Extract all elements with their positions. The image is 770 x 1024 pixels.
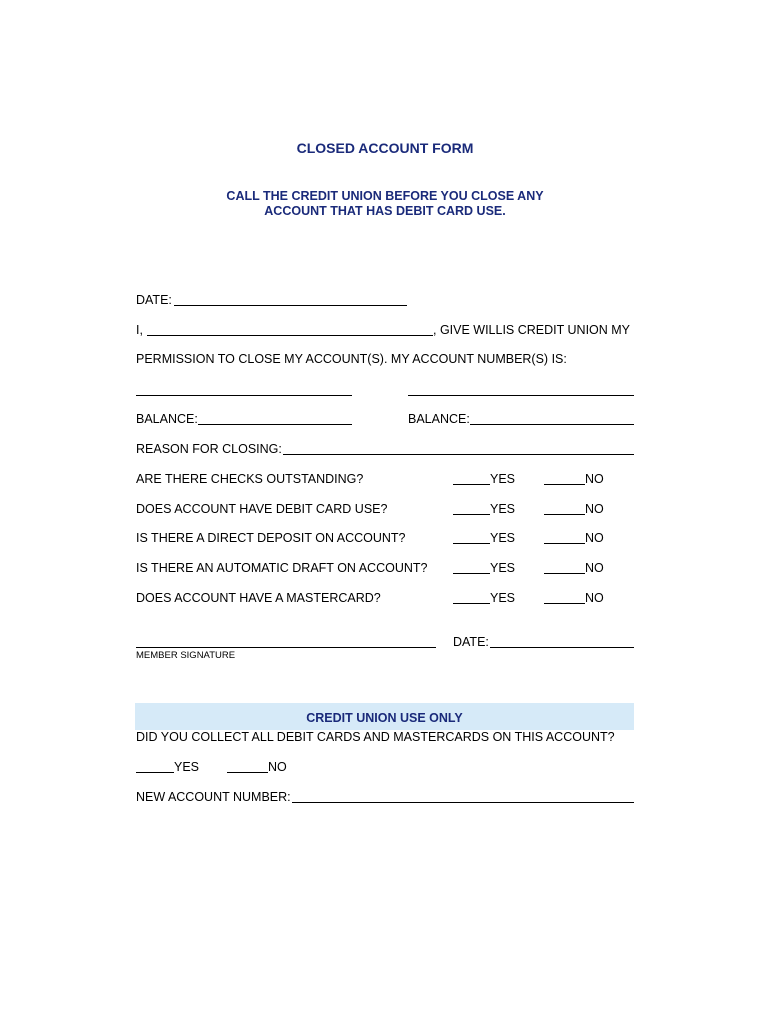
no-blank[interactable]	[544, 543, 585, 544]
date-label: DATE:	[136, 293, 172, 307]
cu-yes-blank[interactable]	[136, 772, 174, 773]
reason-field[interactable]	[283, 454, 634, 455]
no-label: NO	[585, 561, 604, 575]
member-name-field[interactable]	[147, 335, 433, 336]
balance-field-1[interactable]	[198, 424, 352, 425]
balance-label-2: BALANCE:	[408, 412, 470, 426]
yes-label: YES	[490, 591, 516, 605]
give-permission-label: , GIVE WILLIS CREDIT UNION MY	[433, 323, 631, 337]
no-label: NO	[585, 531, 604, 545]
member-signature-label: MEMBER SIGNATURE	[136, 650, 236, 661]
yes-label: YES	[490, 531, 516, 545]
account-number-field-2[interactable]	[408, 395, 634, 396]
cu-no-label: NO	[268, 760, 287, 774]
credit-union-use-header	[135, 703, 634, 730]
signature-date-field[interactable]	[490, 647, 634, 648]
no-blank[interactable]	[544, 484, 585, 485]
yes-label: YES	[490, 472, 516, 486]
form-title: CLOSED ACCOUNT FORM	[296, 140, 474, 156]
account-number-field-1[interactable]	[136, 395, 352, 396]
new-account-label: NEW ACCOUNT NUMBER:	[136, 790, 291, 804]
yes-label: YES	[490, 561, 516, 575]
warning-line-2: ACCOUNT THAT HAS DEBIT CARD USE.	[264, 204, 506, 218]
date-field[interactable]	[174, 305, 407, 306]
i-label: I,	[136, 323, 143, 337]
question-text: DOES ACCOUNT HAVE DEBIT CARD USE?	[136, 502, 388, 516]
no-label: NO	[585, 502, 604, 516]
yes-blank[interactable]	[453, 484, 490, 485]
question-text: IS THERE A DIRECT DEPOSIT ON ACCOUNT?	[136, 531, 406, 545]
cu-yes-label: YES	[174, 760, 200, 774]
permission-text: PERMISSION TO CLOSE MY ACCOUNT(S). MY ACCOUNT NUMBER(S) IS:	[136, 352, 567, 366]
yes-blank[interactable]	[453, 514, 490, 515]
question-text: DOES ACCOUNT HAVE A MASTERCARD?	[136, 591, 381, 605]
balance-field-2[interactable]	[470, 424, 634, 425]
yes-blank[interactable]	[453, 603, 490, 604]
credit-union-use-title: CREDIT UNION USE ONLY	[306, 711, 463, 725]
yes-blank[interactable]	[453, 573, 490, 574]
no-blank[interactable]	[544, 603, 585, 604]
no-blank[interactable]	[544, 514, 585, 515]
question-text: ARE THERE CHECKS OUTSTANDING?	[136, 472, 364, 486]
no-blank[interactable]	[544, 573, 585, 574]
balance-label-1: BALANCE:	[136, 412, 198, 426]
member-signature-field[interactable]	[136, 647, 436, 648]
no-label: NO	[585, 472, 604, 486]
new-account-number-field[interactable]	[292, 802, 634, 803]
cu-no-blank[interactable]	[227, 772, 268, 773]
reason-label: REASON FOR CLOSING:	[136, 442, 282, 456]
signature-date-label: DATE:	[453, 635, 489, 649]
yes-label: YES	[490, 502, 516, 516]
yes-blank[interactable]	[453, 543, 490, 544]
warning-line-1: CALL THE CREDIT UNION BEFORE YOU CLOSE ANY	[226, 189, 544, 203]
collected-cards-question: DID YOU COLLECT ALL DEBIT CARDS AND MASTERCARDS ON THIS ACCOUNT?	[136, 730, 615, 744]
question-text: IS THERE AN AUTOMATIC DRAFT ON ACCOUNT?	[136, 561, 428, 575]
no-label: NO	[585, 591, 604, 605]
